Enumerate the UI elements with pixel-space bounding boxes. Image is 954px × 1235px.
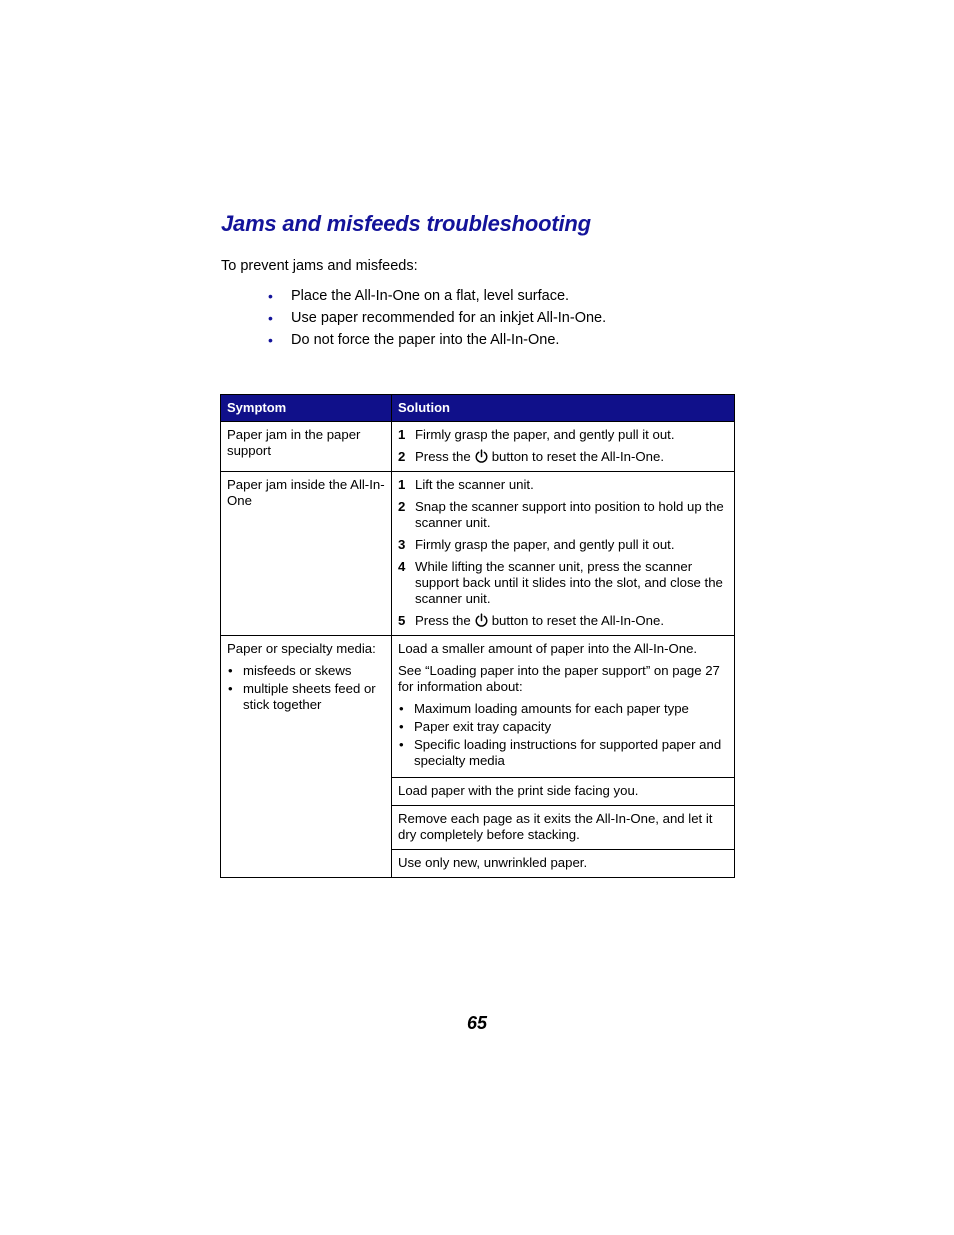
bullet-icon: • — [228, 663, 233, 678]
step-item — [398, 477, 728, 493]
step-text-after: button to reset the All-In-One. — [491, 449, 664, 464]
tip-text: Place the All-In-One on a flat, level surface. — [291, 288, 570, 304]
tip-text: Do not force the paper into the All-In-One. — [291, 332, 560, 348]
list-item — [227, 663, 385, 679]
bullet-icon: • — [228, 681, 233, 696]
table-row — [221, 422, 735, 472]
page-number: 65 — [466, 1013, 488, 1033]
list-item — [227, 681, 385, 713]
step-item — [398, 449, 728, 465]
solution-cell: Load paper with the print side facing you. — [392, 778, 735, 806]
solution-info-list — [398, 701, 728, 769]
list-item — [398, 737, 728, 769]
step-number: 1 — [398, 427, 406, 442]
symptom-item: misfeeds or skews — [243, 663, 352, 678]
solution-reference: See “Loading paper into the paper support” on page 27 for information about: — [398, 663, 720, 694]
step-text: While lifting the scanner unit, press the scanner support back until it slides into the slot, and close the scanner unit. — [415, 559, 723, 606]
step-item — [398, 427, 728, 443]
step-item — [398, 537, 728, 553]
bullet-icon: • — [268, 288, 273, 304]
bullet-icon: • — [399, 719, 404, 734]
solution-cell — [392, 636, 735, 778]
step-text-before: Press the — [415, 449, 471, 464]
solution-cell: Remove each page as it exits the All-In-One, and let it dry completely before stacking. — [392, 806, 735, 850]
list-item — [398, 719, 728, 735]
solution-cell — [392, 472, 735, 636]
bullet-icon: • — [399, 701, 404, 716]
symptom-title: Paper or specialty media: — [227, 641, 376, 656]
solution-steps — [398, 477, 728, 629]
info-item: Specific loading instructions for supported paper and specialty media — [414, 737, 722, 768]
symptom-list — [227, 663, 385, 713]
power-icon — [474, 449, 489, 464]
step-number: 2 — [398, 499, 406, 514]
table-header-row — [221, 395, 735, 422]
solution-header: Solution — [392, 395, 735, 422]
step-text: Snap the scanner support into position to hold up the scanner unit. — [415, 499, 724, 530]
intro-text: To prevent jams and misfeeds: — [221, 258, 418, 274]
step-text-after: button to reset the All-In-One. — [491, 613, 664, 628]
tip-text: Use paper recommended for an inkjet All-In-One. — [291, 310, 607, 326]
list-item — [398, 701, 728, 717]
troubleshooting-table — [220, 394, 735, 878]
step-number: 3 — [398, 537, 406, 552]
step-item — [398, 559, 728, 607]
symptom-cell: Paper jam inside the All-In-One — [221, 472, 392, 636]
symptom-item: multiple sheets feed or stick together — [243, 681, 376, 712]
bullet-icon: • — [399, 737, 404, 752]
info-item: Paper exit tray capacity — [414, 719, 552, 734]
list-item — [268, 286, 606, 308]
bullet-icon: • — [268, 310, 273, 326]
table-row — [221, 472, 735, 636]
step-item — [398, 613, 728, 629]
power-icon — [474, 613, 489, 628]
bullet-icon: • — [268, 332, 273, 348]
solution-steps — [398, 427, 728, 465]
step-text-before: Press the — [415, 613, 471, 628]
list-item — [268, 330, 606, 352]
symptom-cell: Paper jam in the paper support — [221, 422, 392, 472]
symptom-cell — [221, 636, 392, 878]
solution-cell — [392, 422, 735, 472]
step-number: 1 — [398, 477, 406, 492]
step-text: Firmly grasp the paper, and gently pull it out. — [415, 537, 675, 552]
list-item — [268, 308, 606, 330]
step-number: 4 — [398, 559, 406, 574]
step-text: Firmly grasp the paper, and gently pull it out. — [415, 427, 675, 442]
info-item: Maximum loading amounts for each paper type — [414, 701, 689, 716]
section-heading: Jams and misfeeds troubleshooting — [221, 211, 591, 236]
step-item — [398, 499, 728, 531]
step-number: 2 — [398, 449, 406, 464]
step-number: 5 — [398, 613, 406, 628]
solution-text: Load a smaller amount of paper into the All-In-One. — [398, 641, 698, 656]
prevention-tips-list — [268, 286, 606, 352]
solution-cell: Use only new, unwrinkled paper. — [392, 850, 735, 878]
step-text: Lift the scanner unit. — [415, 477, 534, 492]
table-row — [221, 636, 735, 778]
symptom-header: Symptom — [221, 395, 392, 422]
